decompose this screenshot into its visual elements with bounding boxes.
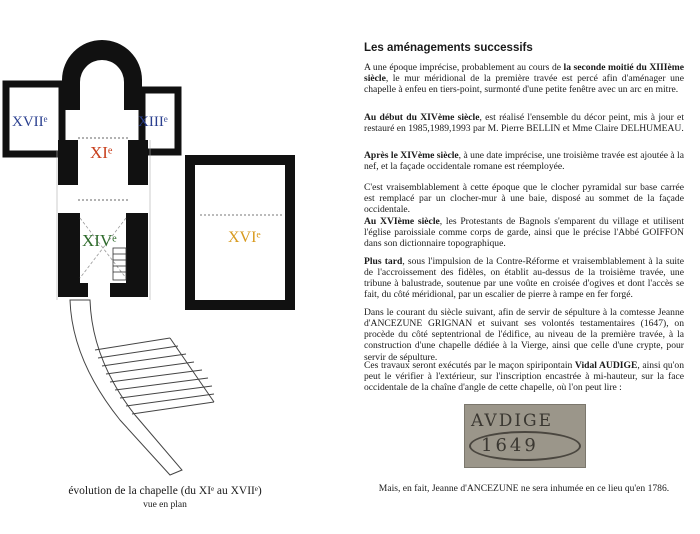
label-xiv: XIVᵉ: [82, 231, 117, 250]
left-page: [0, 0, 330, 534]
paragraph-3: Après le XIVème siècle, à une date imprécise, une troisième travée est ajoutée à la nef, et la façade occidentale romane est réemployée.: [364, 150, 684, 173]
right-page: [340, 0, 700, 534]
paragraph-4: C'est vraisemblablement à cette époque que le clocher pyramidal sur base carrée est remplacé par un clocher-mur à une baie, disposé au sommet de la façade occidentale.: [364, 182, 684, 216]
paragraph-8: Ces travaux seront exécutés par le maçon spiripontain Vidal AUDIGE, ainsi qu'on peut le vérifier à l'extérieur, sur l'inscription encastrée à mi-hauteur, sur la face occidentale de la chaîne d'angle de cette chapelle, où l'on peut lire :: [364, 360, 684, 394]
paragraph-7: Dans le courant du siècle suivant, afin de servir de sépulture à la comtesse Jeanne d'ANCEZUNE GRIGNAN et suivant ses volontés testamentaires (1647), on procède du côté septentrional de l'édifice, au niveau de la première travée, à la construction d'une chapelle dédiée à la Vierge, ainsi que celle d'une crypte, pour servir de sépulture.: [364, 307, 684, 363]
nave-wall-left-1: [58, 140, 78, 185]
label-xvi: XVIᵉ: [228, 229, 261, 246]
label-xi: XIᵉ: [90, 143, 113, 162]
paragraph-2: Au début du XIVème siècle, est réalisé l'ensemble du décor peint, mis à jour et restauré en 1985,1989,1993 par M. Pierre BELLIN et Mme Claire DELHUMEAU.: [364, 112, 684, 135]
final-note: Mais, en fait, Jeanne d'ANCEZUNE ne sera inhumée en ce lieu qu'en 1786.: [378, 483, 670, 494]
label-xvii: XVIIᵉ: [12, 114, 48, 130]
plan-caption: [0, 485, 330, 510]
inscription-line-2: 1649: [481, 435, 539, 456]
nave-wall-left-2: [58, 213, 80, 283]
plan-caption-title: évolution de la chapelle (du XIᵉ au XVIIᵉ): [68, 485, 262, 497]
paragraph-6: Plus tard, sous l'impulsion de la Contre-Réforme et vraisemblablement à la suite de l'accroissement des fidèles, on établit au-dessus de la troisième travée, une tribune à balustrade, soutenue par une voûte en croisée d'ogives et dont l'accès se fait, du côté méridional, par un escalier de pierre à rampe en fer forgé.: [364, 256, 684, 301]
paragraph-5: Au XVIème siècle, les Protestants de Bagnols s'emparent du village et utilisent l'église paroissiale comme corps de garde, ainsi que le précise l'Abbé GOIFFON dans son dictionnaire topographique.: [364, 216, 685, 250]
section-heading: Les aménagements successifs: [364, 42, 533, 54]
plan-caption-subtitle: vue en plan: [143, 500, 187, 510]
paragraph-1: A une époque imprécise, probablement au cours de la seconde moitié du XIIIème siècle, le mur méridional de la première travée est percé afin d'aménager une chapelle à enfeu en tiers-point, surmonté d'une petite fenêtre avec un arc en mitre.: [364, 62, 684, 96]
ramp-steps: [95, 338, 214, 414]
inscription-line-1: AVDIGE: [471, 411, 554, 431]
chapel-floor-plan: [0, 0, 330, 480]
access-path: [70, 300, 182, 475]
apse-wall: [62, 40, 142, 110]
stone-inscription: [464, 404, 586, 468]
nave-wall-right-1: [128, 140, 148, 185]
nave-wall-right-2: [126, 213, 148, 283]
label-xiii: XIIIᵉ: [138, 114, 168, 130]
